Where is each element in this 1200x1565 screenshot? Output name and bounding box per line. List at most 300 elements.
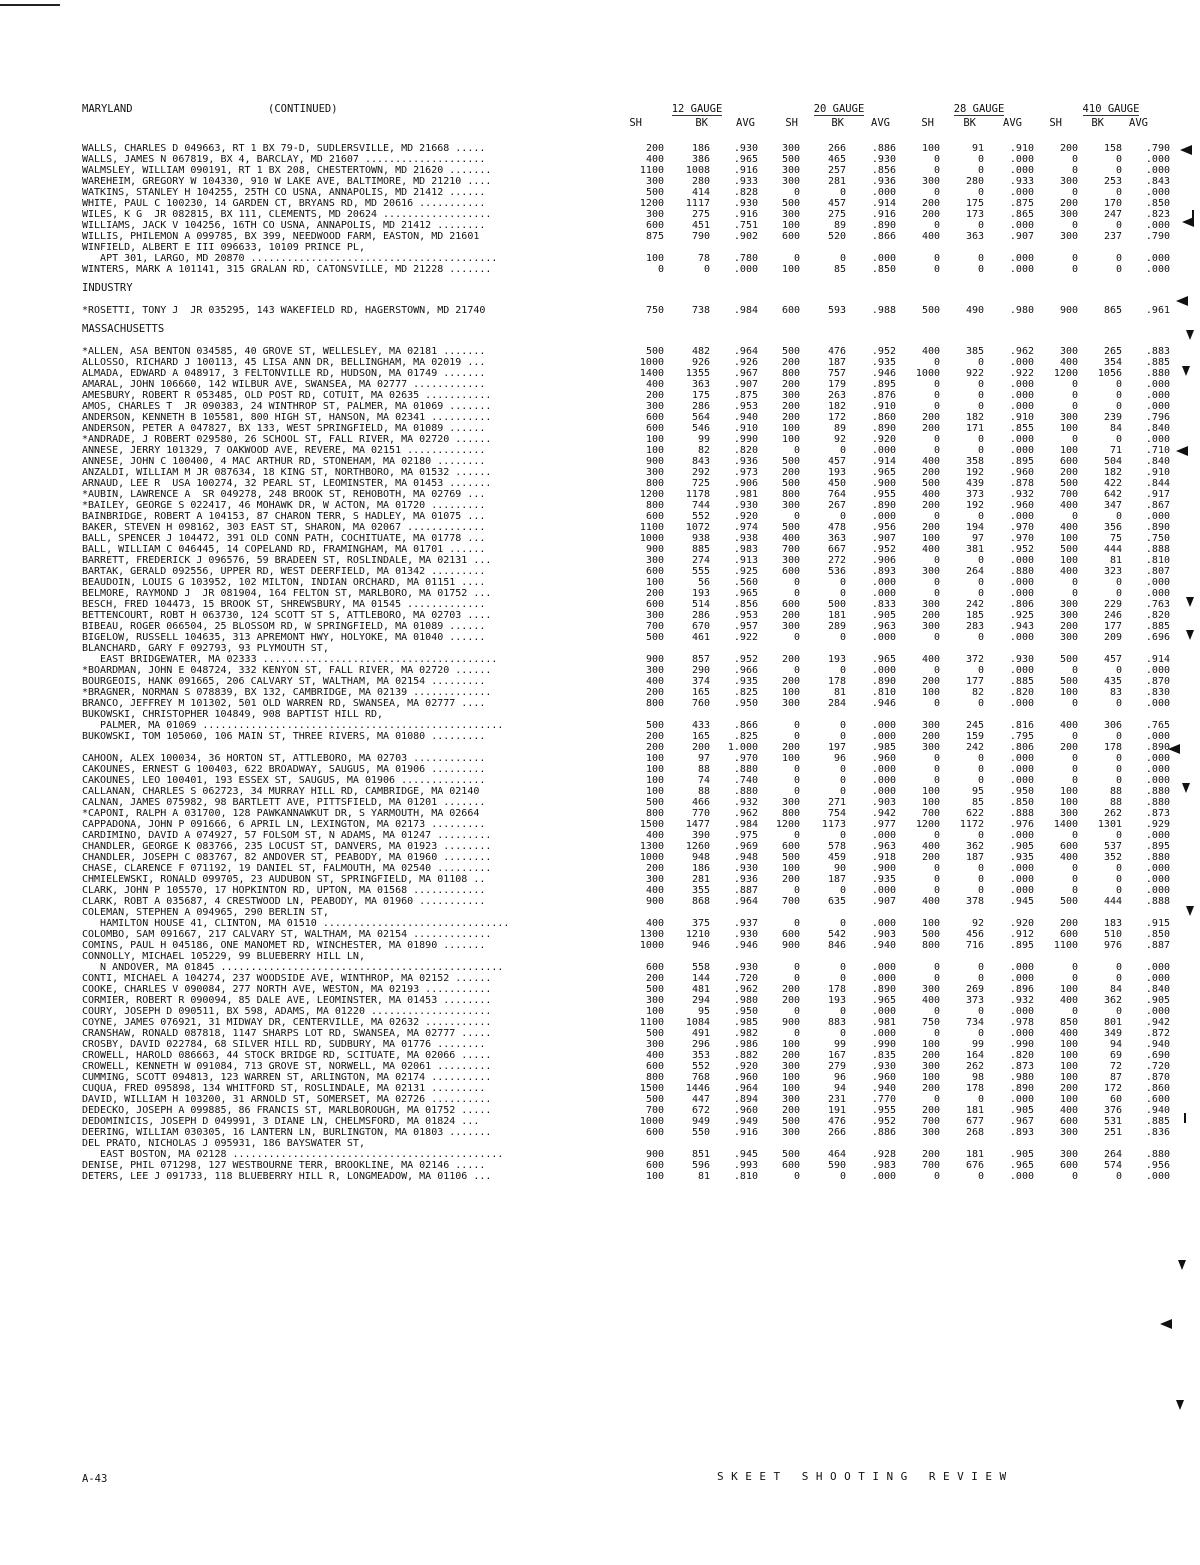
cell-sh-12: 900	[645, 1149, 664, 1160]
shooter-row	[82, 555, 1182, 566]
cell-bk-20: 0	[839, 187, 846, 198]
cell-bk-20: 0	[839, 764, 846, 775]
cell-bk-28: 378	[965, 896, 984, 907]
cell-sh-20: 100	[781, 423, 800, 434]
cell-sh-28: 400	[921, 346, 940, 357]
cell-avg-20: .000	[871, 1028, 896, 1039]
cell-avg-20: .920	[871, 434, 896, 445]
cell-bk-410: 510	[1103, 929, 1122, 940]
cell-sh-28: 0	[933, 187, 940, 198]
cell-bk-20: 193	[827, 654, 846, 665]
cell-sh-410: 300	[1059, 209, 1078, 220]
cell-bk-410: 0	[1115, 220, 1122, 231]
shooter-row	[82, 962, 1182, 973]
cell-avg-410: .000	[1145, 830, 1170, 841]
cell-sh-20: 200	[781, 467, 800, 478]
cell-bk-20: 284	[827, 698, 846, 709]
cell-avg-28: .795	[1009, 731, 1034, 742]
margin-arrow-mark	[1186, 597, 1194, 607]
cell-sh-28: 0	[933, 874, 940, 885]
cell-bk-12: 1008	[685, 165, 710, 176]
shooter-name-address: DAVID, WILLIAM H 103200, 31 ARNOLD ST, SOMERSET, MA 02726 ..........	[82, 1094, 492, 1105]
shooter-row	[82, 1017, 1182, 1028]
cell-bk-410: 352	[1103, 852, 1122, 863]
shooter-row	[82, 566, 1182, 577]
cell-bk-20: 465	[827, 154, 846, 165]
cell-avg-20: .000	[871, 764, 896, 775]
cell-avg-12: .981	[733, 489, 758, 500]
cell-avg-12: .969	[733, 841, 758, 852]
cell-avg-28: .000	[1009, 577, 1034, 588]
cell-sh-20: 0	[793, 830, 800, 841]
shooter-name-address: BIBEAU, ROGER 066504, 25 BLOSSOM RD, W SPRINGFIELD, MA 01089 ......	[82, 621, 486, 632]
shooter-name-address: COYNE, JAMES 076921, 31 MIDWAY DR, CENTERVILLE, MA 02632 ...........	[82, 1017, 492, 1028]
cell-avg-410: .956	[1145, 1160, 1170, 1171]
cell-sh-28: 0	[933, 165, 940, 176]
cell-bk-12: 770	[691, 808, 710, 819]
cell-bk-410: 246	[1103, 610, 1122, 621]
cell-bk-28: 362	[965, 841, 984, 852]
cell-avg-410: .710	[1145, 445, 1170, 456]
cell-bk-28: 192	[965, 500, 984, 511]
cell-sh-20: 200	[781, 1050, 800, 1061]
cell-bk-12: 558	[691, 962, 710, 973]
cell-bk-20: 275	[827, 209, 846, 220]
shooter-row	[82, 522, 1182, 533]
shooter-row	[82, 445, 1182, 456]
cell-bk-20: 89	[833, 423, 846, 434]
cell-avg-20: .903	[871, 929, 896, 940]
cell-bk-20: 0	[839, 665, 846, 676]
shooter-row	[82, 478, 1182, 489]
cell-bk-28: 0	[977, 698, 984, 709]
cell-avg-12: .950	[733, 1006, 758, 1017]
cell-sh-28: 200	[921, 1050, 940, 1061]
cell-bk-20: 96	[833, 1072, 846, 1083]
cell-sh-20: 200	[781, 654, 800, 665]
shooter-row	[82, 357, 1182, 368]
shooter-name-address: WINTERS, MARK A 101141, 315 GRALAN RD, CATONSVILLE, MD 21228 .......	[82, 264, 492, 275]
top-rule	[0, 4, 60, 6]
cell-sh-12: 400	[645, 885, 664, 896]
cell-sh-20: 0	[793, 720, 800, 731]
cell-bk-410: 88	[1109, 797, 1122, 808]
cell-bk-20: 172	[827, 412, 846, 423]
cell-avg-410: .720	[1145, 1061, 1170, 1072]
cell-sh-12: 1300	[639, 841, 664, 852]
cell-avg-12: .936	[733, 456, 758, 467]
cell-sh-410: 300	[1059, 346, 1078, 357]
cell-sh-12: 200	[645, 731, 664, 742]
cell-bk-12: 744	[691, 500, 710, 511]
shooter-row	[82, 753, 1182, 764]
cell-sh-410: 0	[1071, 577, 1078, 588]
cell-avg-410: .873	[1145, 808, 1170, 819]
cell-sh-28: 1200	[915, 819, 940, 830]
cell-avg-12: .974	[733, 522, 758, 533]
shooter-row	[82, 1028, 1182, 1039]
cell-bk-12: 99	[697, 434, 710, 445]
cell-avg-28: .000	[1009, 1006, 1034, 1017]
cell-bk-20: 257	[827, 165, 846, 176]
cell-sh-28: 0	[933, 154, 940, 165]
cell-sh-410: 0	[1071, 775, 1078, 786]
cell-avg-12: .780	[733, 253, 758, 264]
cell-sh-410: 100	[1059, 1050, 1078, 1061]
cell-bk-410: 84	[1109, 984, 1122, 995]
cell-avg-410: .870	[1145, 676, 1170, 687]
cell-avg-28: .000	[1009, 220, 1034, 231]
cell-sh-20: 600	[781, 929, 800, 940]
shooter-name-address: BARRETT, FREDERICK J 096576, 59 BRADEEN ST, ROSLINDALE, MA 02131 ...	[82, 555, 492, 566]
cell-sh-28: 1000	[915, 368, 940, 379]
cell-avg-28: .820	[1009, 1050, 1034, 1061]
cell-bk-28: 0	[977, 434, 984, 445]
cell-sh-28: 0	[933, 220, 940, 231]
cell-avg-20: .965	[871, 467, 896, 478]
cell-bk-410: 0	[1115, 154, 1122, 165]
cell-bk-28: 734	[965, 1017, 984, 1028]
cell-avg-28: .893	[1009, 1127, 1034, 1138]
cell-sh-410: 200	[1059, 467, 1078, 478]
cell-avg-20: .942	[871, 808, 896, 819]
cell-avg-12: .880	[733, 764, 758, 775]
cell-sh-20: 200	[781, 742, 800, 753]
cell-sh-12: 600	[645, 220, 664, 231]
shooter-name-address: COURY, JOSEPH D 090511, BX 598, ADAMS, MA 01220 ....................	[82, 1006, 492, 1017]
cell-bk-12: 274	[691, 555, 710, 566]
cell-sh-12: 600	[645, 599, 664, 610]
shooter-name-address: WAREHEIM, GREGORY W 104330, 910 W LAKE AVE, BALTIMORE, MD 21210 ....	[82, 176, 492, 187]
cell-avg-12: .907	[733, 379, 758, 390]
cell-bk-20: 476	[827, 1116, 846, 1127]
cell-bk-20: 754	[827, 808, 846, 819]
cell-avg-20: .000	[871, 588, 896, 599]
cell-avg-12: .960	[733, 1072, 758, 1083]
cell-avg-28: .000	[1009, 973, 1034, 984]
cell-avg-28: .976	[1009, 819, 1034, 830]
cell-avg-20: .906	[871, 555, 896, 566]
cell-sh-410: 0	[1071, 698, 1078, 709]
cell-avg-20: .833	[871, 599, 896, 610]
cell-avg-12: .933	[733, 176, 758, 187]
shooter-row	[82, 1050, 1182, 1061]
cell-sh-20: 0	[793, 786, 800, 797]
cell-avg-410: .000	[1145, 764, 1170, 775]
cell-bk-12: 482	[691, 346, 710, 357]
cell-avg-410: .885	[1145, 1116, 1170, 1127]
cell-sh-410: 0	[1071, 665, 1078, 676]
cell-avg-20: .918	[871, 852, 896, 863]
cell-avg-12: .932	[733, 797, 758, 808]
shooter-name-address: COLEMAN, STEPHEN A 094965, 290 BERLIN ST,	[82, 907, 329, 918]
cell-sh-20: 0	[793, 962, 800, 973]
shooter-name-address: DENISE, PHIL 071298, 127 WESTBOURNE TERR, BROOKLINE, MA 02146 .....	[82, 1160, 486, 1171]
shooter-name-address: ANDERSON, KENNETH B 105581, 800 HIGH ST, HANSON, MA 02341 ..........	[82, 412, 492, 423]
cell-avg-20: .000	[871, 445, 896, 456]
cell-bk-28: 173	[965, 209, 984, 220]
margin-arrow-mark	[1180, 145, 1192, 155]
cell-sh-28: 700	[921, 808, 940, 819]
cell-avg-410: .880	[1145, 368, 1170, 379]
cell-sh-12: 600	[645, 1127, 664, 1138]
cell-bk-410: 0	[1115, 588, 1122, 599]
cell-sh-20: 0	[793, 632, 800, 643]
cell-bk-28: 0	[977, 588, 984, 599]
cell-bk-20: 0	[839, 731, 846, 742]
cell-sh-12: 200	[645, 687, 664, 698]
shooter-name-address: CAHOON, ALEX 100034, 36 HORTON ST, ATTLEBORO, MA 02703 ............	[82, 753, 486, 764]
cell-sh-12: 500	[645, 187, 664, 198]
cell-sh-28: 750	[921, 1017, 940, 1028]
cell-avg-28: .905	[1009, 841, 1034, 852]
shooter-row	[82, 731, 1182, 742]
cell-sh-12: 500	[645, 984, 664, 995]
cell-sh-28: 0	[933, 775, 940, 786]
cell-avg-12: .982	[733, 1028, 758, 1039]
cell-sh-410: 0	[1071, 390, 1078, 401]
cell-avg-20: .985	[871, 742, 896, 753]
margin-arrow-mark	[1186, 330, 1194, 340]
cell-bk-20: 0	[839, 445, 846, 456]
cell-bk-12: 843	[691, 456, 710, 467]
cell-sh-410: 100	[1059, 786, 1078, 797]
shooter-row	[82, 819, 1182, 830]
shooter-row	[82, 687, 1182, 698]
cell-sh-12: 500	[645, 797, 664, 808]
cell-avg-12: .983	[733, 544, 758, 555]
cell-sh-12: 1200	[639, 489, 664, 500]
cell-sh-28: 500	[921, 305, 940, 316]
cell-avg-20: .930	[871, 154, 896, 165]
cell-bk-12: 414	[691, 187, 710, 198]
cell-bk-410: 84	[1109, 423, 1122, 434]
cell-avg-20: .890	[871, 220, 896, 231]
cell-avg-20: .981	[871, 1017, 896, 1028]
shooter-row	[82, 264, 1182, 275]
shooter-row	[82, 176, 1182, 187]
cell-bk-28: 185	[965, 610, 984, 621]
cell-avg-410: .836	[1145, 1127, 1170, 1138]
gauge-20-heading: 20 GAUGE	[813, 103, 865, 115]
cell-sh-28: 200	[921, 676, 940, 687]
cell-avg-20: .000	[871, 786, 896, 797]
cell-sh-20: 300	[781, 698, 800, 709]
shooter-row	[82, 984, 1182, 995]
cell-avg-12: .949	[733, 1116, 758, 1127]
cell-avg-28: .905	[1009, 1105, 1034, 1116]
cell-avg-12: .970	[733, 753, 758, 764]
cell-sh-20: 200	[781, 357, 800, 368]
cell-avg-410: .000	[1145, 885, 1170, 896]
shooter-name-address: CHANDLER, JOSEPH C 083767, 82 ANDOVER ST, PEABODY, MA 01960 ........	[82, 852, 492, 863]
cell-bk-28: 0	[977, 555, 984, 566]
cell-bk-410: 0	[1115, 577, 1122, 588]
shooter-name-address: CHMIELEWSKI, RONALD 099705, 23 AUDUBON ST, SPRINGFIELD, MA 01108 ..	[82, 874, 486, 885]
cell-bk-12: 74	[697, 775, 710, 786]
cell-bk-12: 81	[697, 1171, 710, 1182]
cell-sh-12: 400	[645, 1050, 664, 1061]
cell-sh-20: 0	[793, 588, 800, 599]
cell-bk-20: 667	[827, 544, 846, 555]
cell-bk-410: 0	[1115, 874, 1122, 885]
cell-sh-410: 100	[1059, 445, 1078, 456]
cell-bk-410: 237	[1103, 231, 1122, 242]
cell-bk-410: 306	[1103, 720, 1122, 731]
cell-sh-28: 0	[933, 973, 940, 984]
cell-sh-12: 700	[645, 1105, 664, 1116]
cell-bk-20: 193	[827, 995, 846, 1006]
cell-avg-28: .000	[1009, 445, 1034, 456]
cell-sh-20: 800	[781, 489, 800, 500]
cell-avg-410: .810	[1145, 555, 1170, 566]
cell-avg-20: .900	[871, 478, 896, 489]
cell-bk-28: 0	[977, 962, 984, 973]
cell-sh-410: 0	[1071, 253, 1078, 264]
cell-bk-28: 0	[977, 220, 984, 231]
cell-avg-12: .894	[733, 1094, 758, 1105]
cell-bk-20: 197	[827, 742, 846, 753]
shooter-name-address: WHITE, PAUL C 100230, 14 GARDEN CT, BRYANS RD, MD 20616 ...........	[82, 198, 486, 209]
cell-avg-12: .936	[733, 874, 758, 885]
cell-bk-20: 542	[827, 929, 846, 940]
cell-bk-12: 1072	[685, 522, 710, 533]
cell-avg-410: .860	[1145, 1083, 1170, 1094]
cell-sh-410: 300	[1059, 231, 1078, 242]
cell-avg-20: .910	[871, 401, 896, 412]
cell-sh-20: 100	[781, 264, 800, 275]
cell-bk-12: 433	[691, 720, 710, 731]
cell-avg-20: .000	[871, 973, 896, 984]
cell-avg-410: .796	[1145, 412, 1170, 423]
cell-bk-28: 0	[977, 165, 984, 176]
cell-sh-12: 800	[645, 698, 664, 709]
cell-sh-410: 0	[1071, 165, 1078, 176]
cell-avg-20: .000	[871, 577, 896, 588]
cell-sh-20: 400	[781, 533, 800, 544]
cell-bk-12: 1210	[685, 929, 710, 940]
cell-sh-20: 200	[781, 610, 800, 621]
cell-sh-12: 1300	[639, 929, 664, 940]
cell-bk-12: 461	[691, 632, 710, 643]
cell-avg-28: .878	[1009, 478, 1034, 489]
cell-avg-410: .910	[1145, 467, 1170, 478]
cell-bk-12: 186	[691, 143, 710, 154]
cell-avg-20: .963	[871, 621, 896, 632]
cell-sh-20: 600	[781, 566, 800, 577]
cell-avg-12: .930	[733, 929, 758, 940]
cell-avg-410: .961	[1145, 305, 1170, 316]
cell-avg-28: .000	[1009, 401, 1034, 412]
cell-avg-12: .990	[733, 434, 758, 445]
cell-bk-410: 265	[1103, 346, 1122, 357]
shooter-name-address: CONTI, MICHAEL A 104274, 237 WOODSIDE AVE, WINTHROP, MA 02152 ......	[82, 973, 492, 984]
cell-sh-20: 500	[781, 852, 800, 863]
cell-bk-28: 0	[977, 753, 984, 764]
shooter-name-address: ALMADA, EDWARD A 048917, 3 FELTONVILLE RD, HUDSON, MA 01749 .......	[82, 368, 486, 379]
subheader-avg: AVG	[1003, 117, 1022, 129]
cell-sh-12: 800	[645, 808, 664, 819]
shooter-row	[82, 599, 1182, 610]
cell-avg-20: .886	[871, 1127, 896, 1138]
cell-avg-28: .990	[1009, 1039, 1034, 1050]
cell-bk-410: 247	[1103, 209, 1122, 220]
cell-bk-28: 0	[977, 445, 984, 456]
cell-bk-410: 262	[1103, 808, 1122, 819]
cell-avg-20: .895	[871, 379, 896, 390]
cell-bk-12: 948	[691, 852, 710, 863]
cell-avg-20: .955	[871, 1105, 896, 1116]
shooter-row	[82, 456, 1182, 467]
cell-avg-410: .872	[1145, 1028, 1170, 1039]
cell-sh-20: 1200	[775, 819, 800, 830]
cell-sh-12: 500	[645, 1094, 664, 1105]
shooter-name-address: BALL, WILLIAM C 046445, 14 COPELAND RD, FRAMINGHAM, MA 01701 ......	[82, 544, 486, 555]
shooter-records	[82, 143, 1182, 1182]
cell-sh-12: 900	[645, 456, 664, 467]
cell-sh-12: 600	[645, 423, 664, 434]
shooter-name-address: AMARAL, JOHN 106660, 142 WILBUR AVE, SWANSEA, MA 02777 ............	[82, 379, 486, 390]
cell-bk-410: 0	[1115, 731, 1122, 742]
shooter-name-address: EAST BOSTON, MA 02128 .............................................	[82, 1149, 504, 1160]
cell-bk-20: 883	[827, 1017, 846, 1028]
cell-avg-410: .000	[1145, 253, 1170, 264]
cell-avg-20: .860	[871, 412, 896, 423]
cell-avg-12: .913	[733, 555, 758, 566]
cell-sh-410: 0	[1071, 863, 1078, 874]
cell-sh-20: 300	[781, 797, 800, 808]
cell-sh-20: 200	[781, 379, 800, 390]
cell-avg-410: .880	[1145, 1149, 1170, 1160]
cell-avg-28: .000	[1009, 1171, 1034, 1182]
cell-bk-410: 642	[1103, 489, 1122, 500]
cell-sh-28: 200	[921, 522, 940, 533]
cell-sh-410: 1400	[1053, 819, 1078, 830]
cell-bk-410: 457	[1103, 654, 1122, 665]
cell-sh-12: 600	[645, 412, 664, 423]
cell-sh-410: 300	[1059, 610, 1078, 621]
shooter-name-address: WILLIS, PHILEMON A 099785, BX 399, NEEDWOOD FARM, EASTON, MD 21601	[82, 231, 480, 242]
cell-avg-20: .890	[871, 500, 896, 511]
shooter-name-address: WILES, K G JR 082815, BX 111, CLEMENTS, MD 20624 ..................	[82, 209, 492, 220]
cell-sh-28: 100	[921, 918, 940, 929]
cell-sh-28: 300	[921, 1127, 940, 1138]
cell-bk-20: 635	[827, 896, 846, 907]
cell-bk-12: 292	[691, 467, 710, 478]
cell-sh-410: 200	[1059, 621, 1078, 632]
cell-avg-410: .000	[1145, 665, 1170, 676]
cell-avg-28: .000	[1009, 665, 1034, 676]
cell-avg-20: .890	[871, 423, 896, 434]
cell-avg-20: .000	[871, 885, 896, 896]
cell-bk-12: 281	[691, 874, 710, 885]
cell-avg-28: .000	[1009, 1094, 1034, 1105]
cell-avg-410: .888	[1145, 544, 1170, 555]
cell-bk-28: 0	[977, 357, 984, 368]
shooter-row	[82, 143, 1182, 154]
cell-avg-410: .867	[1145, 500, 1170, 511]
subheader-sh: SH	[629, 117, 642, 129]
cell-avg-28: .000	[1009, 962, 1034, 973]
margin-arrow-mark	[1186, 630, 1194, 640]
cell-avg-28: .907	[1009, 231, 1034, 242]
cell-sh-28: 400	[921, 231, 940, 242]
cell-bk-28: 268	[965, 1127, 984, 1138]
shooter-name-address: COLOMBO, SAM 091667, 217 CALVARY ST, WALTHAM, MA 02154 .............	[82, 929, 492, 940]
cell-bk-20: 578	[827, 841, 846, 852]
cell-bk-20: 457	[827, 198, 846, 209]
cell-avg-28: .960	[1009, 467, 1034, 478]
